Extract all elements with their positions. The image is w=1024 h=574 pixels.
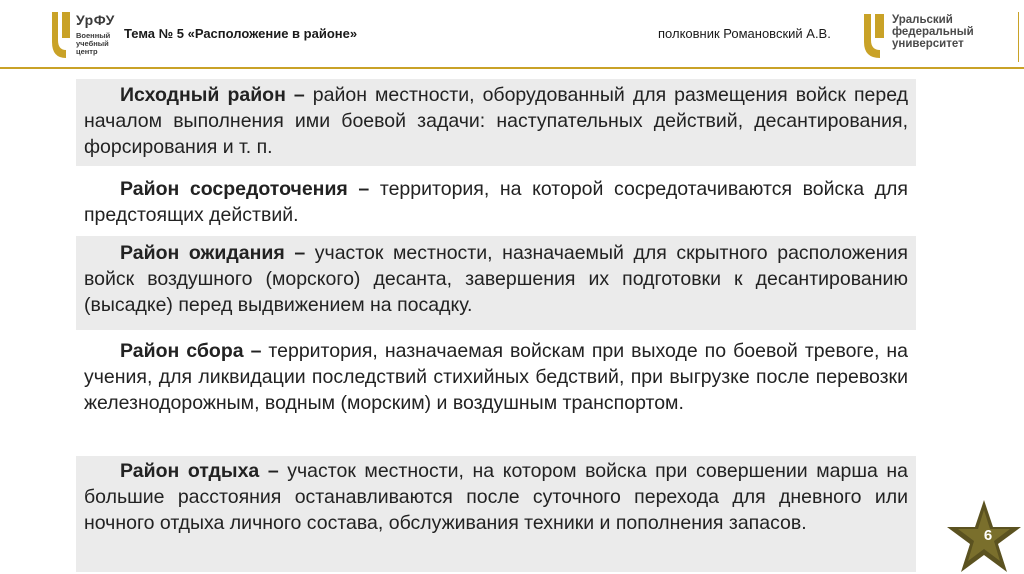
definition-text xyxy=(84,240,908,318)
urfu-military-logo xyxy=(50,10,120,62)
definition-block xyxy=(76,336,916,452)
page-number: 6 xyxy=(983,527,993,544)
definition-body: территория, назначаемая войскам при выходе по боевой тревоге, на учения, для ликвидации последствий стихийных бедствий, при выгрузке после перевозки железнодорожным, водным (морским) и воздушным транспортом. xyxy=(84,340,908,414)
brand-subtitle: Военный учебный центр xyxy=(76,31,111,56)
header-divider xyxy=(1018,12,1019,62)
slide-header xyxy=(0,0,1024,68)
definition-body: участок местности, назначаемый для скрытного расположения войск воздушного (морского) десанта, завершения их подготовки к десантированию (высадке) перед выдвижением на посадку. xyxy=(84,242,908,316)
definition-body: участок местности, на котором войска при совершении марша на большие расстояния останавливаются после суточного перехода для дневного или ночного отдыха личного состава, обслуживания техники и пополнения запасов. xyxy=(84,460,908,534)
definition-term: Район сосредоточения – xyxy=(120,178,370,200)
brand-name: УрФУ xyxy=(76,12,115,28)
header-rule xyxy=(0,67,1024,69)
urfu-logo-icon xyxy=(862,12,886,60)
author-name: полковник Романовский А.В. xyxy=(658,26,831,41)
definition-body: район местности, оборудованный для размещения войск перед началом выполнения ими боевой задачи: наступательных действий, десантирования, форсирования и т. п. xyxy=(84,84,908,158)
topic-title: Тема № 5 «Расположение в районе» xyxy=(124,26,358,41)
definition-block xyxy=(76,79,916,166)
definition-term: Район отдыха – xyxy=(120,460,279,482)
university-name xyxy=(892,14,974,50)
urfu-logo-icon xyxy=(50,10,72,62)
definition-term: Район ожидания – xyxy=(120,242,306,264)
urfu-university-logo xyxy=(862,12,1002,60)
university-name-line: университет xyxy=(892,38,964,50)
definition-text xyxy=(84,82,908,160)
definition-term: Район сбора – xyxy=(120,340,262,362)
definition-text xyxy=(84,176,908,228)
definition-block xyxy=(76,456,916,572)
definition-text xyxy=(84,458,908,536)
university-name-line: федеральный xyxy=(892,26,974,38)
definition-term: Исходный район – xyxy=(120,84,305,106)
definition-block xyxy=(76,236,916,330)
university-name-line: Уральский xyxy=(892,14,953,26)
definition-text xyxy=(84,338,908,416)
definition-body: территория, на которой сосредотачиваются войска для предстоящих действий. xyxy=(84,178,908,226)
definition-block xyxy=(76,174,916,232)
